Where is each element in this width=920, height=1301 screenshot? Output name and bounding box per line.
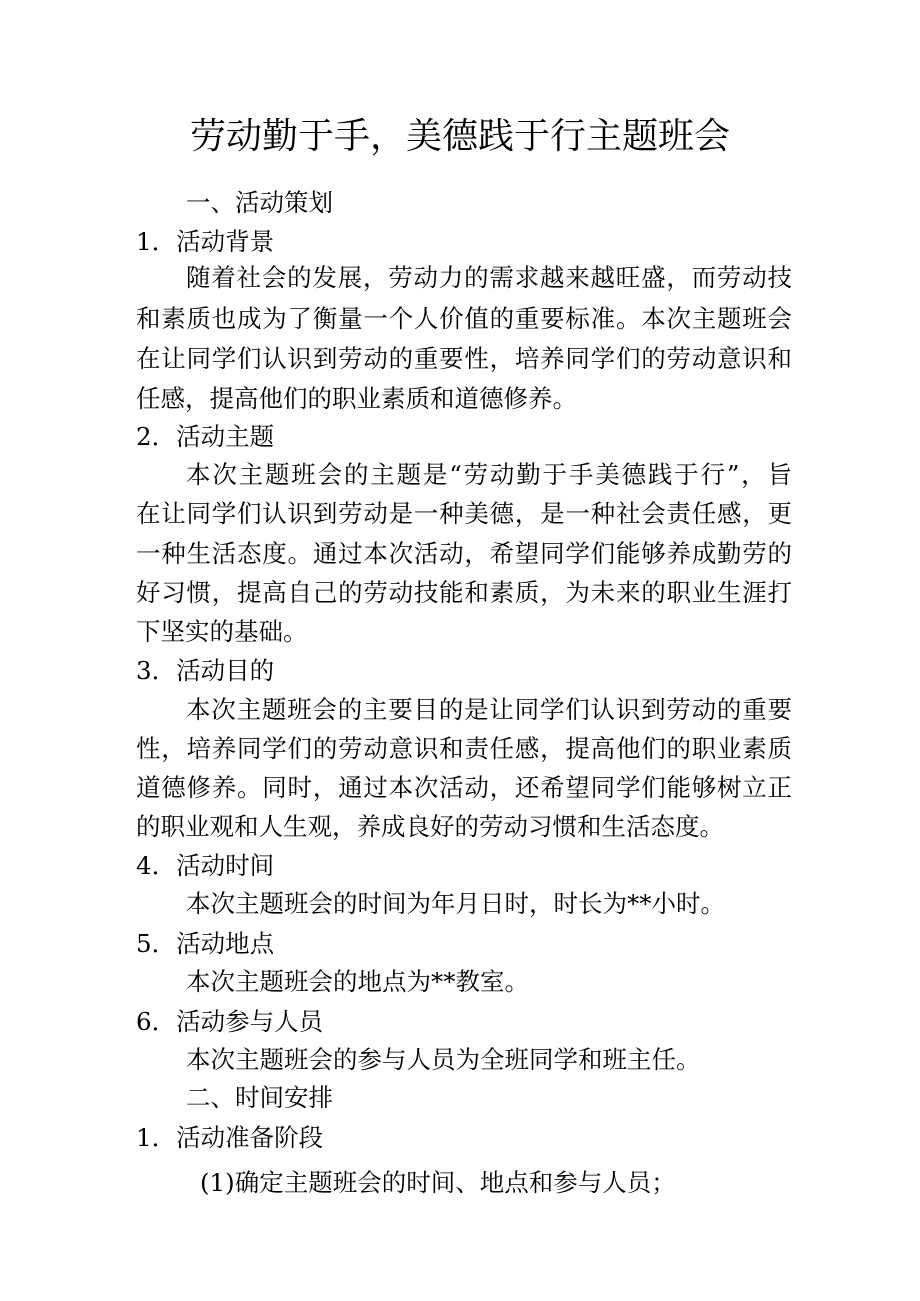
paragraph-line: 本次主题班会的参与人员为全班同学和班主任。: [186, 1045, 701, 1074]
paragraph-line: 下坚实的基础。: [136, 617, 308, 646]
paragraph-line: 和素质也成为了衡量一个人价值的重要标准。本次主题班会: [136, 304, 792, 333]
paragraph-line: 本次主题班会的地点为**教室。: [186, 967, 529, 996]
paragraph-line: 本次主题班会的时间为年月日时，时长为**小时。: [186, 889, 725, 918]
paragraph-line: 的职业观和人生观，养成良好的劳动习惯和生活态度。: [136, 812, 724, 841]
subheading-preparation: 1．活动准备阶段: [136, 1123, 324, 1152]
paragraph-line: 随着社会的发展，劳动力的需求越来越旺盛，而劳动技: [186, 263, 792, 292]
subheading-theme: 2．活动主题: [136, 422, 275, 451]
section-heading-2: 二、时间安排: [186, 1083, 333, 1112]
paragraph-line: 性，培养同学们的劳动意识和责任感，提高他们的职业素质: [136, 734, 792, 763]
subheading-time: 4．活动时间: [136, 851, 275, 880]
subheading-purpose: 3．活动目的: [136, 656, 275, 685]
paragraph-line: 一种生活态度。通过本次活动，希望同学们能够养成勤劳的: [136, 539, 792, 568]
paragraph-line: 道德修养。同时，通过本次活动，还希望同学们能够树立正: [136, 773, 792, 802]
section-heading-1: 一、活动策划: [186, 188, 333, 217]
paragraph-line: 本次主题班会的主要目的是让同学们认识到劳动的重要: [186, 695, 792, 724]
paragraph-line: 在让同学们认识到劳动的重要性，培养同学们的劳动意识和: [136, 344, 792, 373]
paragraph-line: 好习惯，提高自己的劳动技能和素质，为未来的职业生涯打: [136, 578, 792, 607]
paragraph-line: 本次主题班会的主题是“劳动勤于手美德践于行”，旨: [186, 460, 792, 489]
subheading-background: 1．活动背景: [136, 227, 275, 256]
paragraph-line: 任感，提高他们的职业素质和道德修养。: [136, 384, 577, 413]
paragraph-line: 在让同学们认识到劳动是一种美德，是一种社会责任感，更: [136, 499, 792, 528]
subheading-location: 5．活动地点: [136, 929, 275, 958]
subheading-participants: 6．活动参与人员: [136, 1007, 324, 1036]
document-title: 劳动勤于手，美德践于行主题班会: [189, 116, 730, 157]
list-item: (1)确定主题班会的时间、地点和参与人员；: [200, 1168, 676, 1197]
